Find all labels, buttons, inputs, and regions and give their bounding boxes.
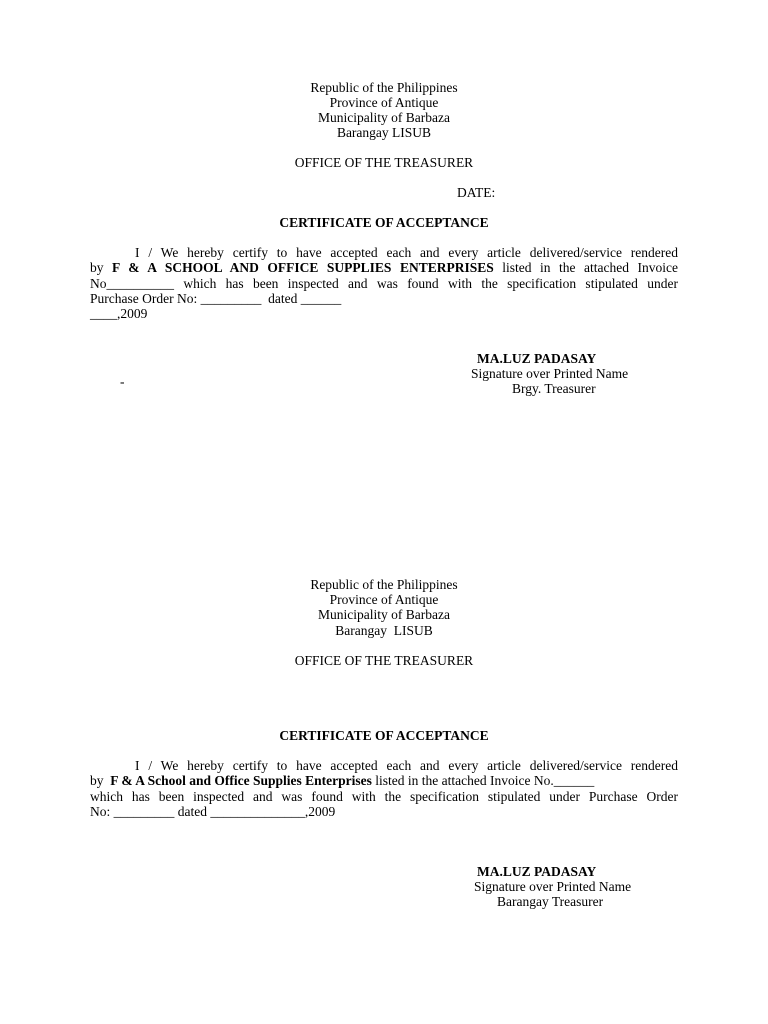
company-name: F & A School and Office Supplies Enterprises — [110, 773, 372, 789]
body-by: by — [90, 260, 104, 276]
header-province: Province of Antique — [329, 95, 439, 110]
certificate-body — [90, 758, 678, 819]
header-municipality: Municipality of Barbaza — [318, 110, 450, 125]
body-line-4: No: _________ dated ______________,2009 — [90, 803, 336, 819]
signatory-position: Brgy. Treasurer — [512, 381, 596, 396]
header-republic: Republic of the Philippines — [310, 80, 458, 95]
body-line-4: Purchase Order No: _________ dated ______ — [90, 290, 342, 306]
body-line-2-rest: listed in the attached Invoice — [502, 260, 679, 276]
signatory-name: MA.LUZ PADASAY — [477, 351, 597, 366]
office-title: OFFICE OF THE TREASURER — [294, 653, 474, 668]
header-province: Province of Antique — [329, 592, 439, 607]
header-municipality: Municipality of Barbaza — [318, 607, 450, 622]
body-by: by — [90, 773, 104, 789]
body-line-3: which has been inspected and was found with the specification stipulated under Purchase Order — [90, 788, 678, 804]
header-republic: Republic of the Philippines — [310, 577, 458, 592]
body-line-1: I / We hereby certify to have accepted each and every article delivered/service rendered — [135, 245, 678, 260]
certificate-title: CERTIFICATE OF ACCEPTANCE — [279, 215, 489, 230]
body-line-3: No__________ which has been inspected and was found with the specification stipulated under — [90, 275, 678, 291]
header-barangay: Barangay LISUB — [336, 125, 432, 140]
certificate-title: CERTIFICATE OF ACCEPTANCE — [279, 728, 489, 743]
company-name: F & A SCHOOL AND OFFICE SUPPLIES ENTERPRISES — [112, 260, 494, 276]
signature-caption: Signature over Printed Name — [471, 366, 629, 381]
signatory-position: Barangay Treasurer — [497, 894, 604, 909]
certificate-body — [90, 245, 678, 321]
date-label: DATE: — [457, 185, 496, 200]
body-line-2-rest: listed in the attached Invoice No.______ — [375, 773, 595, 789]
body-line-5: ____,2009 — [90, 306, 148, 322]
body-line-2 — [90, 773, 678, 788]
header-barangay: Barangay LISUB — [335, 623, 433, 638]
signatory-name: MA.LUZ PADASAY — [477, 864, 597, 879]
body-line-1: I / We hereby certify to have accepted each and every article delivered/service rendered — [135, 758, 678, 773]
dash-mark: - — [120, 374, 125, 389]
office-title: OFFICE OF THE TREASURER — [294, 155, 474, 170]
body-line-2 — [90, 260, 678, 275]
signature-caption: Signature over Printed Name — [474, 879, 632, 894]
